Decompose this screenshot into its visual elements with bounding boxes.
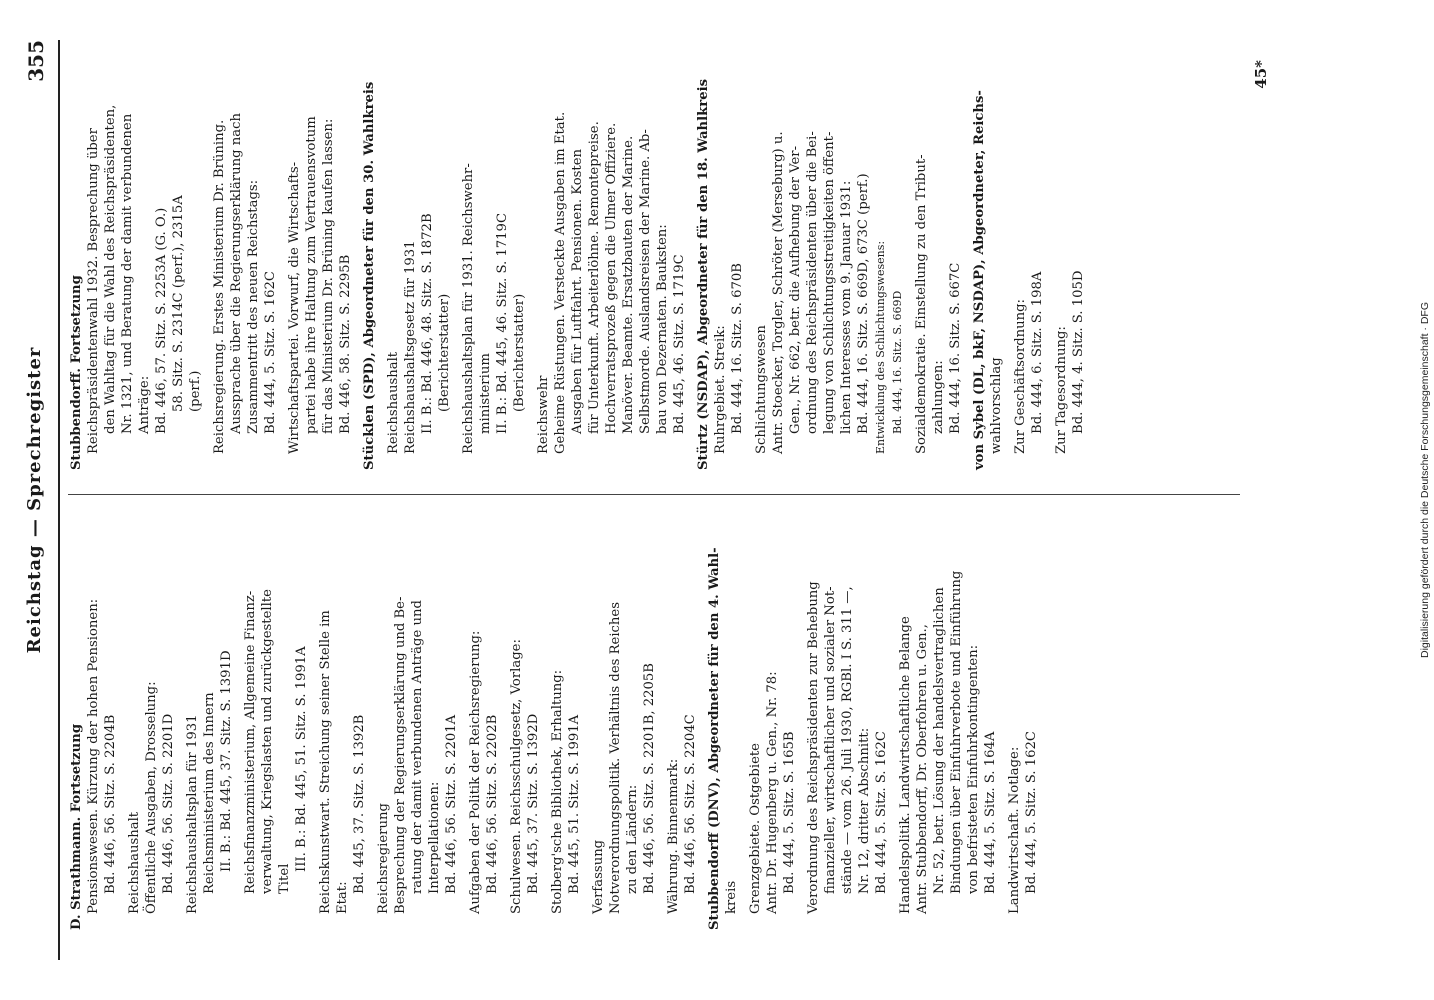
register-line: wahlvorschlag	[989, 357, 1004, 454]
register-line: Nr. 12, dritter Abschnitt:	[857, 727, 872, 894]
register-line: Reichskunstwart. Streichung seiner Stelle im	[318, 610, 333, 914]
register-line: III. B.: Bd. 445, 51. Sitz. S. 1991A	[294, 646, 309, 872]
register-line: 58. Sitz. S. 2314C (perf.), 2315A	[171, 195, 186, 412]
register-line: Reichsministerium des Innern	[202, 692, 217, 894]
register-line: bau von Dezernaten. Bauksten:	[655, 224, 670, 434]
right-column	[68, 40, 1087, 470]
register-line: Titel	[277, 863, 292, 894]
register-line: Etat:	[335, 881, 350, 914]
register-line: Antr. Stubbendorff, Dr. Oberfohren u. Gen.,	[915, 624, 930, 914]
register-line: kreis	[724, 880, 739, 914]
column-divider	[68, 494, 1240, 495]
register-line: Zur Geschäftsordnung:	[1013, 299, 1028, 454]
register-line: (perf.)	[188, 370, 203, 412]
register-line: Reichspräsidentenwahl 1932. Besprechung über	[86, 128, 101, 454]
register-line: Bd. 444, 5. Sitz. S. 165B	[782, 731, 797, 894]
register-line: Reichsregierung. Erstes Ministerium Dr. Brüning.	[212, 119, 227, 454]
register-line: ratung der damit verbundenen Anträge und	[410, 600, 425, 894]
speaker-name: Stücklen (SPD), Abgeordneter für den 30. Wahlkreis	[362, 81, 377, 470]
header-rule	[58, 40, 60, 960]
register-line: Hochverratsprozeß gegen die Ulmer Offiziere.	[604, 122, 619, 434]
register-line: Notverordnungspolitik. Verhältnis des Reiches	[608, 602, 623, 914]
page-number: 355	[24, 40, 48, 82]
register-line: Ausgaben für Luftfahrt. Pensionen. Kosten	[570, 148, 585, 434]
register-line: Bd. 444, 4. Sitz. S. 105D	[1071, 270, 1086, 434]
register-line: Schulwesen. Reichsschulgesetz, Vorlage:	[509, 639, 524, 914]
register-line: Bd. 444, 16. Sitz. S. 670B	[730, 263, 745, 434]
register-line: Geheime Rüstungen. Versteckte Ausgaben im Etat.	[553, 111, 568, 454]
register-line: Reichsregierung	[376, 803, 391, 914]
register-line: (Berichterstatter)	[512, 293, 527, 412]
register-line: Bd. 444, 16. Sitz. S. 669D	[891, 290, 904, 434]
register-line: ordnung des Reichspräsidenten über die Bei-	[805, 131, 820, 434]
register-line: Zusammentritt des neuen Reichstags:	[246, 179, 261, 434]
register-line: finanzieller, wirtschaftlicher und sozialer Not-	[823, 586, 838, 894]
register-line: Anträge:	[137, 375, 152, 434]
register-line: Bd. 445, 37. Sitz. S. 1392D	[526, 713, 541, 894]
register-line: Bd. 446, 56. Sitz. S. 2204C	[683, 714, 698, 894]
register-line: Sozialdemokratie. Einstellung zu den Tribut-	[914, 154, 929, 454]
register-line: Reichshaushalt	[386, 351, 401, 454]
register-line: Handelspolitik. Landwirtschaftliche Belange	[898, 616, 913, 914]
register-line: Bd. 446, 56. Sitz. S. 2202B	[485, 714, 500, 894]
register-line: Bd. 444, 16. Sitz. S. 667C	[948, 262, 963, 434]
speaker-name: Stubbendorff. Fortsetzung	[69, 275, 84, 470]
register-line: Verordnung des Reichspräsidenten zur Behebung	[806, 581, 821, 914]
register-line: Bd. 445, 46. Sitz. S. 1719C	[672, 254, 687, 434]
register-line: Öffentliche Ausgaben, Drosselung:	[144, 681, 159, 914]
register-line: Stolberg'sche Bibliothek, Erhaltung:	[550, 669, 565, 914]
register-line: Nr. 1321, und Beratung der damit verbundenen	[120, 113, 135, 434]
register-line: stände — vom 26. Juli 1930, RGBl. I S. 311 —,	[840, 586, 855, 894]
register-line: Antr. Dr. Hugenberg u. Gen., Nr. 78:	[765, 671, 780, 914]
register-line: Bd. 446, 56. Sitz. S. 2201B, 2205B	[642, 663, 657, 894]
register-line: Bd. 444, 5. Sitz. S. 164A	[983, 731, 998, 894]
register-line: partei habe ihre Haltung zum Vertrauensvotum	[304, 116, 319, 434]
speaker-name: Stubbendorff (DNV), Abgeordneter für den 4. Wahl-	[707, 547, 722, 930]
register-line: II. B.: Bd. 446, 48. Sitz. S. 1872B	[420, 213, 435, 434]
register-line: von befristeten Einfuhrkontingenten:	[966, 644, 981, 894]
register-line: Währung. Binnenmark:	[666, 758, 681, 914]
register-line: Verfassung	[591, 839, 606, 914]
register-line: Reichswehr	[536, 375, 551, 454]
register-line: Landwirtschaft. Notlage:	[1007, 746, 1022, 914]
register-line: Reichsfinanzministerium, Allgemeine Finanz-	[243, 590, 258, 894]
register-line: Schlichtungswesen	[754, 325, 769, 454]
register-line: Besprechung der Regierungserklärung und Be-	[393, 596, 408, 914]
register-line: Bd. 444, 6. Sitz. S. 198A	[1030, 271, 1045, 434]
register-line: Interpellationen:	[427, 781, 442, 894]
register-line: Bd. 446, 56. Sitz. S. 2201D	[161, 713, 176, 894]
speaker-name: Stürtz (NSDAP), Abgeordneter für den 18. Wahlkreis	[696, 78, 711, 470]
left-column	[68, 500, 1040, 930]
register-line: den Wahltag für die Wahl des Reichspräsidenten,	[103, 104, 118, 434]
register-line: Zur Tagesordnung:	[1054, 326, 1069, 454]
register-line: Reichshaushaltsplan für 1931. Reichswehr-	[461, 163, 476, 454]
register-line: Bd. 446, 58. Sitz. S. 2295B	[338, 254, 353, 434]
register-line: zahlungen:	[931, 360, 946, 434]
register-line: Bd. 446, 56. Sitz. S. 2201A	[444, 714, 459, 894]
register-line: für das Ministerium Dr. Brüning kaufen lassen:	[321, 118, 336, 434]
register-line: Reichshaushalt	[127, 811, 142, 914]
speaker-name: D. Strathmann. Fortsetzung	[69, 723, 84, 930]
register-line: Entwicklung des Schlichtungswesens:	[874, 240, 887, 454]
register-line: verwaltung, Kriegslasten und zurückgestellte	[260, 589, 275, 894]
register-line: Reichshaushaltsplan für 1931	[185, 714, 200, 914]
register-line: Bd. 445, 37. Sitz. S. 1392B	[352, 714, 367, 894]
side-note-text: Digitalisierung gefördert durch die Deutsche Forschungsgemeinschaft · DFG	[1419, 302, 1431, 659]
signature-mark: 45*	[1252, 60, 1270, 89]
register-line: Bd. 444, 5. Sitz. S. 162C	[1024, 731, 1039, 894]
page-header	[24, 40, 54, 960]
register-line: Bd. 446, 56. Sitz. S. 2204B	[103, 714, 118, 894]
register-line: Grenzgebiete. Ostgebiete	[748, 743, 763, 914]
register-line: (Berichterstatter)	[437, 293, 452, 412]
register-line: Nr. 52, betr. Lösung der handelsvertraglichen	[932, 587, 947, 894]
register-line: Ruhrgebiet. Streik:	[713, 325, 728, 454]
register-line: Selbstmorde. Auslandsreisen der Marine. Ab-	[638, 129, 653, 434]
register-line: Reichshaushaltsgesetz für 1931	[403, 240, 418, 454]
register-line: legung von Schlichtungsstreitigkeiten öffent-	[822, 131, 837, 434]
register-line: Pensionswesen. Kürzung der hohen Pensionen:	[86, 598, 101, 914]
register-line: Bindungen über Einfuhrverbote und Einführung	[949, 570, 964, 894]
register-line: Bd. 444, 16. Sitz. S. 669D, 673C (perf.)	[856, 173, 871, 434]
register-line: Aufgaben der Politik der Reichsregierung:	[468, 630, 483, 914]
register-line: Manöver. Beamte. Ersatzbauten der Marine.	[621, 135, 636, 434]
register-line: II. B.: Bd. 445, 46. Sitz. S. 1719C	[495, 212, 510, 434]
register-line: lichen Interesses vom 9. Januar 1931:	[839, 180, 854, 434]
register-line: Bd. 444, 5. Sitz. S. 162C	[874, 731, 889, 894]
register-line: II. B.: Bd. 445, 37. Sitz. S. 1391D	[219, 650, 234, 872]
register-line: Bd. 446, 57. Sitz. S. 2253A (G. O.)	[154, 207, 169, 434]
register-line: Gen., Nr. 662, betr. die Aufhebung der Ver-	[788, 145, 803, 434]
running-title: Reichstag — Sprechregister	[24, 346, 45, 654]
register-line: zu den Ländern:	[625, 784, 640, 894]
register-line: Bd. 445, 51. Sitz. S. 1991A	[567, 714, 582, 894]
register-line: Aussprache über die Regierungserklärung nach	[229, 113, 244, 434]
speaker-name: von Sybel (DL, bkF, NSDAP), Abgeordneter, Reichs-	[972, 90, 987, 470]
register-line: ministerium	[478, 353, 493, 434]
register-line: Antr. Stoecker, Torgler, Schröter (Merseburg) u.	[771, 131, 786, 454]
register-line: für Unterkunft. Arbeiterlöhne. Remontepreise.	[587, 121, 602, 434]
register-line: Bd. 444, 5. Sitz. S. 162C	[263, 271, 278, 434]
register-line: Wirtschaftspartei. Vorwurf, die Wirtschafts-	[287, 161, 302, 454]
side-note	[1412, 0, 1434, 1000]
